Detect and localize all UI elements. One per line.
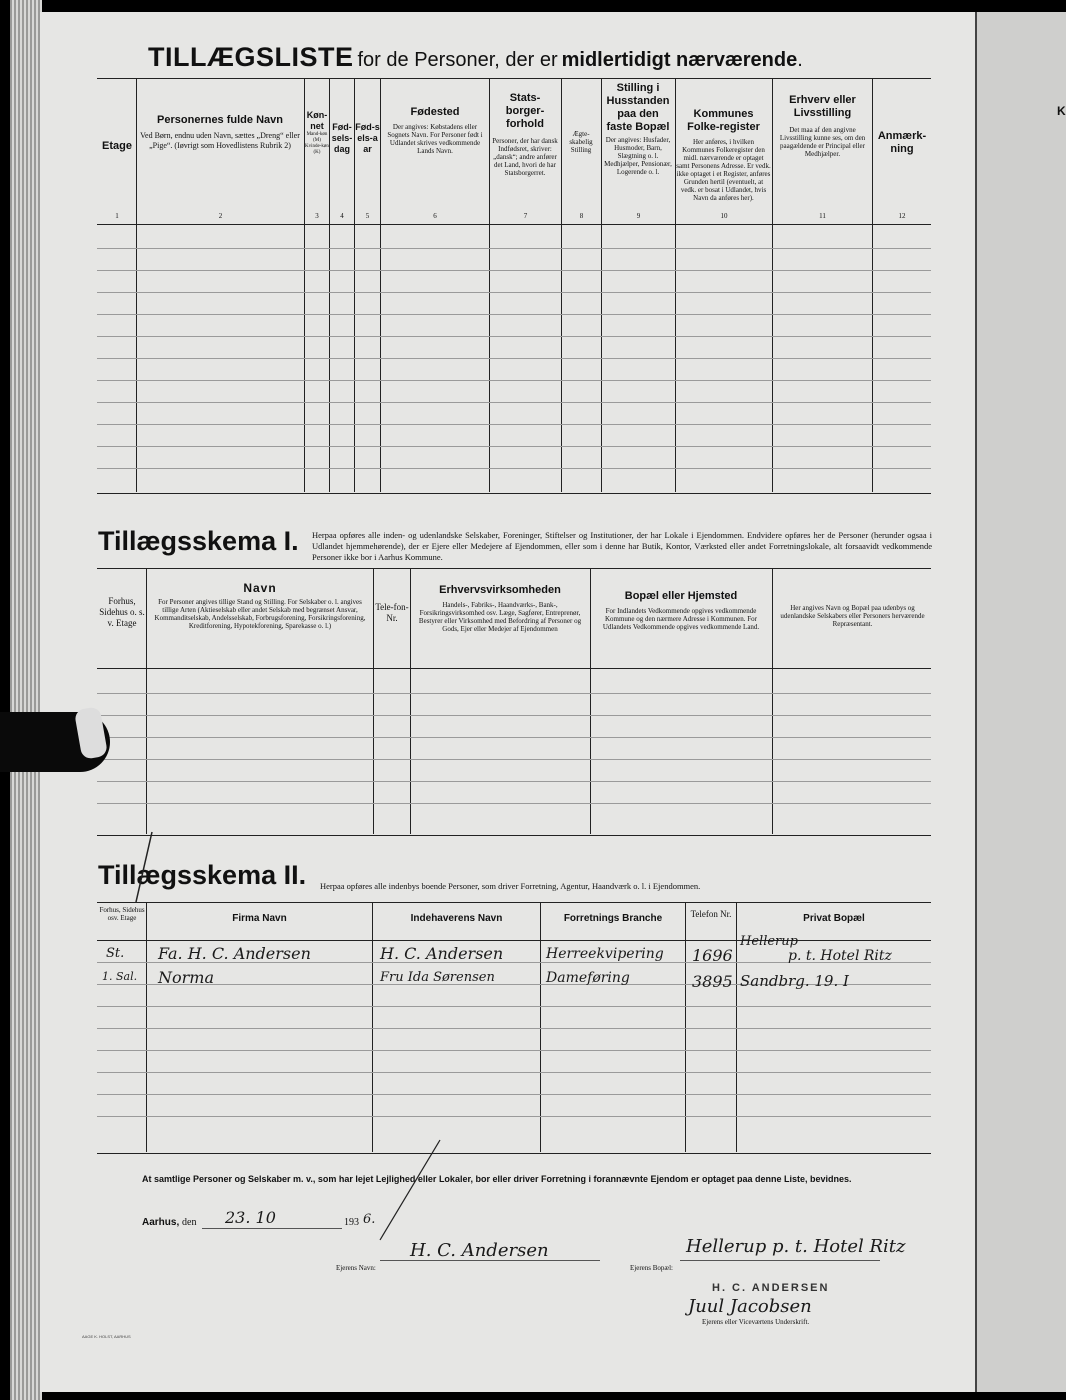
row2-branche: Dameføring: [546, 970, 630, 986]
signature-label: Ejerens eller Viceværtens Underskrift.: [702, 1318, 810, 1326]
col1-header: Etage: [102, 140, 132, 152]
skema1-title: Tillægsskema I.: [98, 526, 299, 556]
col8-header: Ægte-skabelig Stilling: [569, 130, 593, 154]
book-binding-edge: [10, 0, 42, 1400]
signature-handwritten: Juul Jacobsen: [688, 1296, 812, 1317]
col-number: 8: [579, 212, 584, 220]
skema1-col-navn: Navn For Personer angives tillige Stand og Stilling. For Selskaber o. l. angives tillige Arten (Aktieselskab eller andet Selskab med begrænset Ansvar, Kommanditselskab, Andelsselskab, Forbrugsforening, Forsikringsforening, Kreditforening, Hypotekforening, Sparekasse o. l.): [154, 581, 366, 630]
col7-header: Stats-borger-forhold Personer, der har dansk Indfødsret, skriver: „dansk“; andre anfører det Land, hvori de har Statsborgerret.: [492, 92, 558, 177]
title-rest: for de Personer, der er: [357, 49, 558, 71]
title-bold-word: midlertidigt nærværende: [561, 49, 798, 71]
skema1-col-repraesentant: Her angives Navn og Bopæl paa udenbys og udenlandske Selskabers eller Personers herværende Repræsentant.: [780, 604, 925, 628]
owner-name-label: Ejerens Navn:: [336, 1264, 376, 1272]
row1-etage: St.: [106, 946, 125, 961]
printer-imprint: AAGE K. HOLST, AARHUS: [82, 1334, 131, 1339]
year-printed: 193: [344, 1217, 359, 1228]
col-number: 10: [720, 212, 728, 220]
facing-page: [975, 12, 1066, 1392]
row1-branche: Herreekvipering: [546, 946, 664, 962]
den-label: den: [182, 1217, 197, 1228]
col5-header: Fød-sels-aar: [355, 122, 380, 154]
row1-bopael-note: Hellerup: [740, 934, 798, 949]
row2-telefon: 3895: [692, 972, 733, 991]
skema1-col-bopael: Bopæl eller Hjemsted For Indlandets Vedkommende opgives vedkommende Kommune og den nærmere Adresse i Kommunen. For Udlandets Vedkommende opgives vedkommende Land.: [602, 590, 760, 631]
row1-firma: Fa. H. C. Andersen: [158, 944, 311, 963]
date-handwritten: 23. 10: [225, 1208, 276, 1227]
col-number: 9: [636, 212, 641, 220]
skema1-description: Herpaa opføres alle inden- og udenlandske Selskaber, Foreninger, Stiftelser og Institutioner, der har Lokale i Ejendommen. Endvidere opføres her de Personer (herunder ogsaa i Udlandet hjemmehørende), der er Ejere eller Medejere af Ejendommen, eller som i denne har Butik, Kontor, Værksted eller andet Forretningslokale, alt forsaavidt vedkommende Personer ikke bor i Aarhus Kommune.: [312, 530, 932, 562]
col12-header: Anmærk-ning: [877, 130, 927, 155]
owner-address-handwritten: Hellerup p. t. Hotel Ritz: [686, 1236, 906, 1257]
col-number: 7: [523, 212, 528, 220]
skema1-col-telefon: Tele-fon-Nr.: [375, 602, 409, 623]
skema1-col-etage: Forhus, Sidehus o. s. v. Etage: [99, 596, 145, 628]
row2-indehaver: Fru Ida Sørensen: [380, 970, 495, 985]
col-number: 1: [115, 212, 119, 220]
col11-header: Kommunes Folke-register Her anføres, i hvilken Kommunes Folkeregister den midl. nærværende er optaget samt Personens Adresse. Er vedk. ikke optaget i et Register, anføres Grunden hertil (eventuelt, at vedk. er bosat i Udlandet, hvis Navn da anføres her).: [676, 108, 771, 202]
col-number: 5: [365, 212, 370, 220]
col-number: 2: [218, 212, 223, 220]
skema2-col-indehaver: Indehaverens Navn: [410, 913, 503, 924]
row2-etage: 1. Sal.: [102, 970, 138, 983]
skema2-description: Herpaa opføres alle indenbys boende Personer, som driver Forretning, Agentur, Haandværk o. l. i Ejendommen.: [320, 881, 701, 891]
col2-header: Personernes fulde Navn Ved Børn, endnu uden Navn, sættes „Dreng“ eller „Pige“. (Iøvrigt som Hovedlistens Rubrik 2): [140, 114, 300, 150]
place-label: Aarhus,: [142, 1217, 180, 1228]
col6-header: Fødested Der angives: Købstadens eller Sognets Navn. For Personer født i Udlandet skrives vedkommende Lands Navn.: [387, 106, 483, 155]
row1-bopael: p. t. Hotel Ritz: [788, 948, 892, 964]
col3-header: Køn-net Mand-køn (M) Kvinde-køn (K): [305, 110, 329, 155]
col-number: 6: [433, 212, 437, 220]
col-number: 12: [898, 212, 906, 220]
pen-marks: [40, 12, 975, 1392]
skema2-col-etage: Forhus, Sidehus osv. Etage: [99, 906, 145, 922]
skema2-col-telefon: Telefon Nr.: [690, 909, 732, 919]
row1-indehaver: H. C. Andersen: [380, 944, 504, 963]
row2-bopael: Sandbrg. 19. I: [740, 972, 849, 990]
owner-name-handwritten: H. C. Andersen: [410, 1240, 549, 1261]
skema2-title: Tillægsskema II.: [98, 860, 307, 890]
col4-header: Fød-sels-dag: [331, 122, 353, 154]
declaration-text: At samtlige Personer og Selskaber m. v., som har lejet Lejlighed eller Lokaler, bor eller driver Forretning i forannævnte Ejendom er optaget paa denne Liste, bevidnes.: [142, 1174, 852, 1184]
row1-telefon: 1696: [692, 946, 733, 965]
title-main: TILLÆGSLISTE: [148, 42, 354, 72]
owner-address-label: Ejerens Bopæl:: [630, 1264, 673, 1272]
company-stamp: H. C. ANDERSEN: [712, 1282, 830, 1294]
skema2-col-bopael: Privat Bopæl: [803, 913, 865, 924]
col-number: 4: [340, 212, 344, 220]
facing-page-letter: K: [1057, 104, 1066, 118]
skema1-col-erhverv: Erhvervsvirksomheden Handels-, Fabriks-, Haandværks-, Bank-, Forsikringsvirksomhed osv. Læge, Sagfører, Entreprenør, Bestyrer eller Virksomhed med Befordring af Personer og Gods, Ejer eller Medejer af Ejendommen: [418, 584, 582, 633]
year-handwritten: 6.: [363, 1212, 376, 1227]
col10-header: Erhverv eller Livsstilling Det maa af den angivne Livsstilling kunne ses, om den paagældende er Principal eller Medhjælper.: [779, 94, 866, 158]
skema2-col-firma: Firma Navn: [232, 913, 287, 924]
col-number: 3: [315, 212, 319, 220]
title-end: .: [797, 49, 803, 71]
skema2-col-branche: Forretnings Branche: [563, 913, 663, 924]
form-page: [40, 12, 975, 1392]
row2-firma: Norma: [158, 968, 214, 987]
col9-header: Stilling i Husstanden paa den faste Bopæl Der angives: Husfader, Husmoder, Barn, Slægtning o. l. Medhjælper, Pensionær, Logerende o. l.: [604, 82, 672, 176]
col-number: 11: [819, 212, 826, 220]
